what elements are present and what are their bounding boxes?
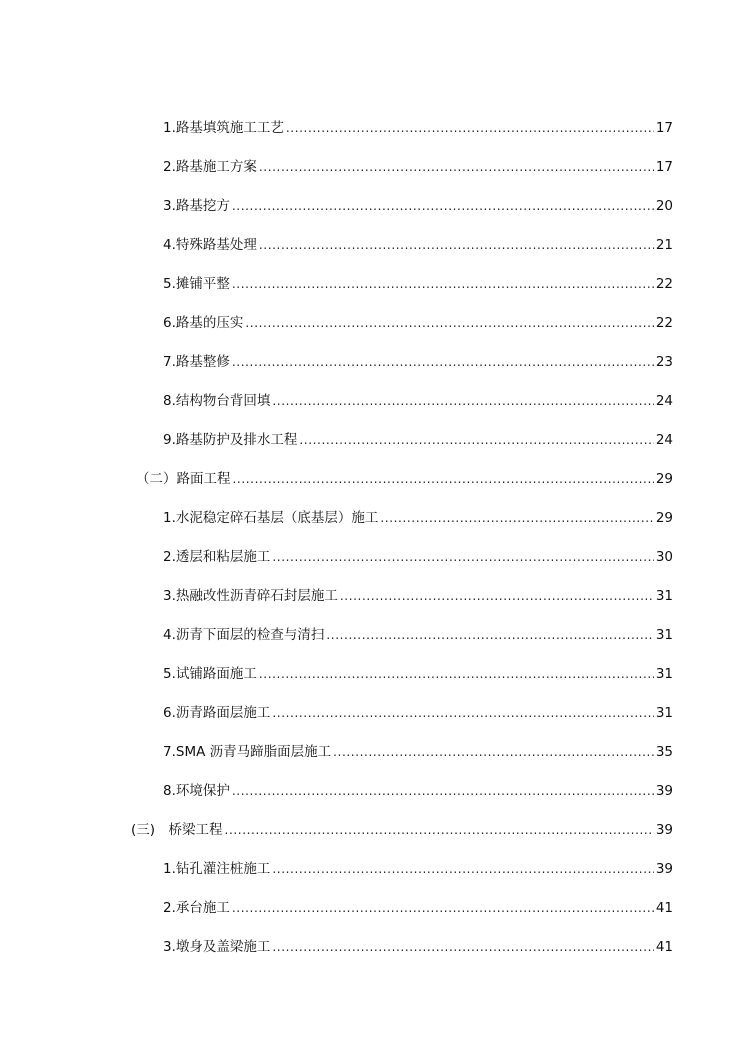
toc-dot-leader (259, 155, 654, 179)
toc-entry-title: 7.路基整修 (163, 354, 230, 370)
toc-dot-leader (272, 389, 653, 413)
toc-dot-leader (232, 896, 654, 920)
toc-entry[interactable] (163, 701, 673, 725)
toc-entry-page: 31 (655, 705, 673, 721)
toc-entry[interactable] (163, 272, 673, 296)
toc-entry-page: 41 (655, 939, 673, 955)
toc-entry-title: 8.环境保护 (163, 783, 230, 799)
toc-entry-page: 35 (655, 744, 673, 760)
toc-entry[interactable] (163, 194, 673, 218)
toc-entry-title: 3.热融改性沥青碎石封层施工 (163, 588, 338, 604)
toc-entry-title: 1.水泥稳定碎石基层（底基层）施工 (163, 510, 379, 526)
toc-entry-title: 2.承台施工 (163, 900, 230, 916)
toc-entry-page: 17 (655, 159, 673, 175)
toc-dot-leader (272, 935, 653, 959)
toc-dot-leader (286, 116, 654, 140)
toc-entry[interactable] (163, 740, 673, 764)
toc-dot-leader (232, 350, 654, 374)
toc-entry-title: 5.试铺路面施工 (163, 666, 257, 682)
toc-entry[interactable] (163, 233, 673, 257)
toc-entry-title: 3.墩身及盖梁施工 (163, 939, 271, 955)
toc-entry[interactable] (163, 896, 673, 920)
toc-dot-leader (340, 584, 654, 608)
toc-entry[interactable] (163, 428, 673, 452)
toc-entry-page: 23 (655, 354, 673, 370)
toc-entry[interactable] (163, 623, 673, 647)
toc-dot-leader (259, 662, 654, 686)
toc-section-title: (三) 桥梁工程 (131, 822, 223, 838)
toc-entry-page: 39 (655, 861, 673, 877)
toc-dot-leader (232, 194, 654, 218)
toc-entry-page: 39 (655, 822, 673, 838)
toc-entry[interactable] (163, 935, 673, 959)
toc-entry-page: 31 (655, 588, 673, 604)
toc-entry[interactable] (163, 311, 673, 335)
toc-entry-title: 9.路基防护及排水工程 (163, 432, 298, 448)
toc-entry-page: 41 (655, 900, 673, 916)
toc-dot-leader (245, 311, 653, 335)
toc-entry-title: 4.沥青下面层的检查与清扫 (163, 627, 325, 643)
toc-entry-title: 2.透层和粘层施工 (163, 549, 271, 565)
toc-entry-title: 8.结构物台背回填 (163, 393, 271, 409)
toc-entry-title: 5.摊铺平整 (163, 276, 230, 292)
toc-entry-title: 3.路基挖方 (163, 198, 230, 214)
toc-dot-leader (299, 428, 653, 452)
toc-dot-leader (225, 818, 654, 842)
toc-dot-leader (272, 701, 653, 725)
toc-entry-title: 6.沥青路面层施工 (163, 705, 271, 721)
toc-entry-title: 6.路基的压实 (163, 315, 244, 331)
toc-entry[interactable] (163, 116, 673, 140)
toc-entry-page: 39 (655, 783, 673, 799)
toc-dot-leader (272, 857, 653, 881)
toc-entry-page: 24 (655, 393, 673, 409)
toc-entry-page: 30 (655, 549, 673, 565)
toc-entry-page: 21 (655, 237, 673, 253)
toc-dot-leader (232, 779, 654, 803)
toc-entry-page: 20 (655, 198, 673, 214)
toc-entry[interactable] (163, 857, 673, 881)
toc-section-entry[interactable] (136, 467, 673, 491)
toc-entry[interactable] (163, 662, 673, 686)
toc-entry[interactable] (163, 584, 673, 608)
toc-entry-page: 31 (655, 627, 673, 643)
toc-entry[interactable] (163, 155, 673, 179)
toc-entry-title: 7.SMA 沥青马蹄脂面层施工 (163, 744, 332, 760)
toc-entry-title: 1.路基填筑施工工艺 (163, 120, 284, 136)
toc-entry-title: 4.特殊路基处理 (163, 237, 257, 253)
toc-entry-page: 29 (655, 510, 673, 526)
toc-entry-title: 1.钻孔灌注桩施工 (163, 861, 271, 877)
toc-entry-page: 24 (655, 432, 673, 448)
toc-section-entry[interactable] (131, 818, 673, 842)
toc-entry-page: 22 (655, 276, 673, 292)
toc-entry-title: 2.路基施工方案 (163, 159, 257, 175)
toc-entry[interactable] (163, 545, 673, 569)
toc-entry-page: 29 (655, 471, 673, 487)
toc-section-title: （二）路面工程 (136, 471, 231, 487)
toc-entry[interactable] (163, 389, 673, 413)
toc-entry-page: 22 (655, 315, 673, 331)
toc-dot-leader (233, 467, 654, 491)
toc-entry[interactable] (163, 779, 673, 803)
toc-dot-leader (232, 272, 654, 296)
toc-entry[interactable] (163, 506, 673, 530)
toc-entry-page: 17 (655, 120, 673, 136)
toc-dot-leader (259, 233, 654, 257)
toc-entry[interactable] (163, 350, 673, 374)
toc-dot-leader (380, 506, 653, 530)
toc-dot-leader (326, 623, 653, 647)
toc-entry-page: 31 (655, 666, 673, 682)
toc-dot-leader (272, 545, 653, 569)
toc-dot-leader (333, 740, 654, 764)
